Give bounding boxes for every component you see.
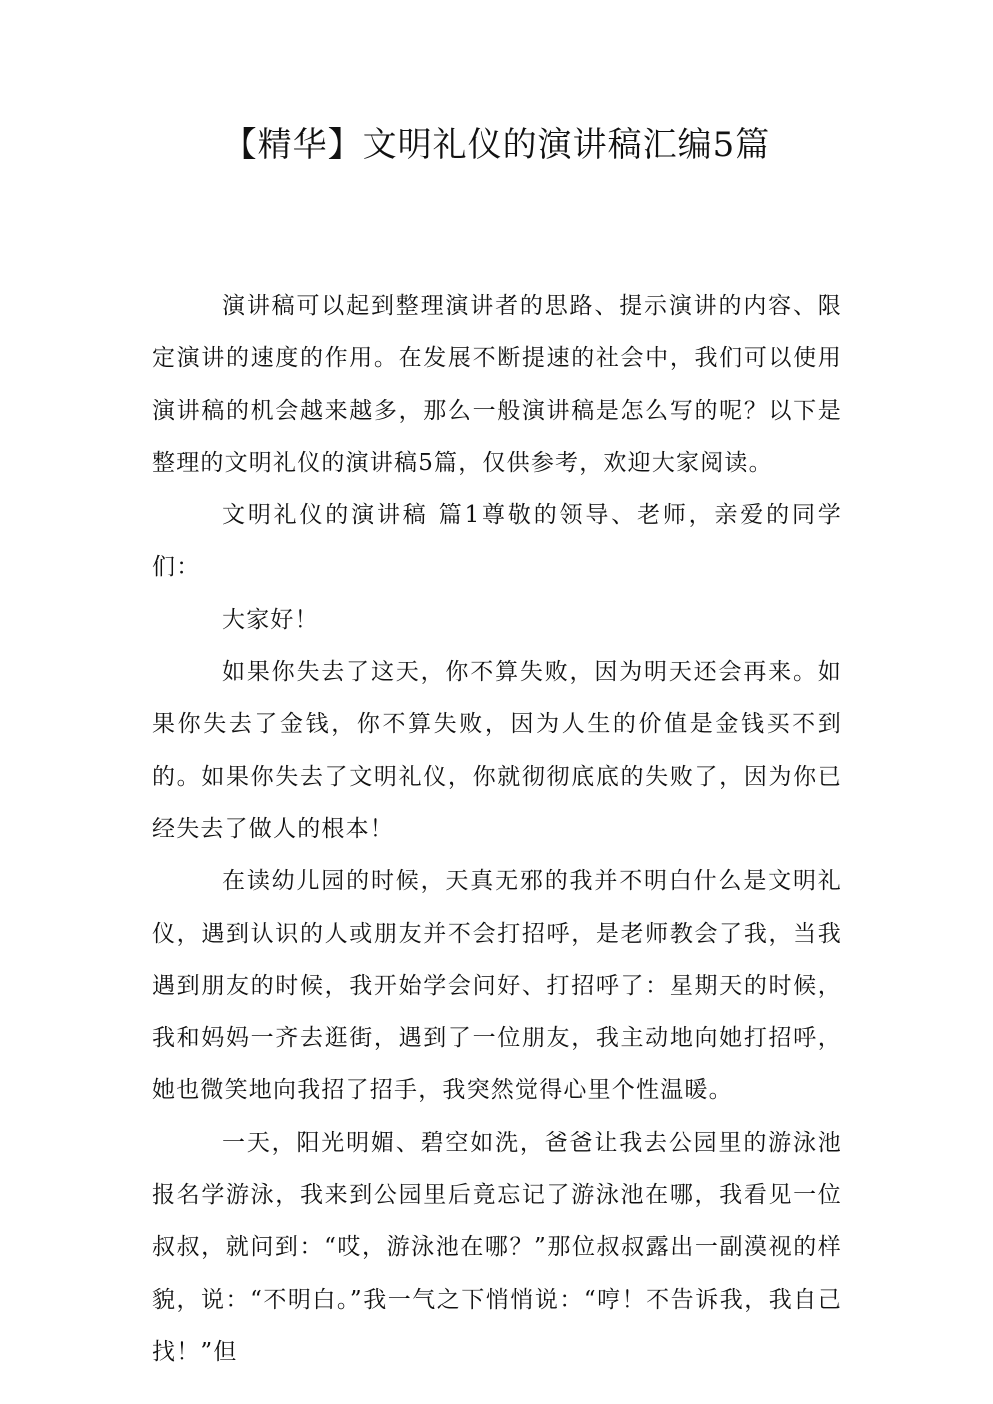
paragraph-body: 如果你失去了这天，你不算失败，因为明天还会再来。如果你失去了金钱，你不算失败，因为人生的价值是金钱买不到的。如果你失去了文明礼仪，你就彻彻底底的失败了，因为你已经失去了做人的根本！ [152, 659, 842, 842]
document-body [152, 280, 842, 1378]
paragraph-speech-heading: 文明礼仪的演讲稿 篇1尊敬的领导、老师，亲爱的同学们： [152, 502, 842, 581]
paragraph-intro: 演讲稿可以起到整理演讲者的思路、提示演讲的内容、限定演讲的速度的作用。在发展不断提速的社会中，我们可以使用演讲稿的机会越来越多，那么一般演讲稿是怎么写的呢？以下是整理的文明礼仪的演讲稿5篇，仅供参考，欢迎大家阅读。 [152, 293, 842, 476]
paragraph-body: 在读幼儿园的时候，天真无邪的我并不明白什么是文明礼仪，遇到认识的人或朋友并不会打招呼，是老师教会了我，当我遇到朋友的时候，我开始学会问好、打招呼了：星期天的时候，我和妈妈一齐去逛街，遇到了一位朋友，我主动地向她打招呼，她也微笑地向我招了招手，我突然觉得心里个性温暖。 [152, 868, 842, 1104]
document-title: 【精华】文明礼仪的演讲稿汇编5篇 [222, 125, 771, 165]
paragraph-greeting: 大家好！ [222, 606, 319, 633]
paragraph-body: 一天，阳光明媚、碧空如洗，爸爸让我去公园里的游泳池报名学游泳，我来到公园里后竟忘记了游泳池在哪，我看见一位叔叔，就问到：“哎，游泳池在哪？”那位叔叔露出一副漠视的样貌，说：“不明白。”我一气之下悄悄说：“哼！不告诉我，我自己找！”但 [152, 1129, 842, 1365]
